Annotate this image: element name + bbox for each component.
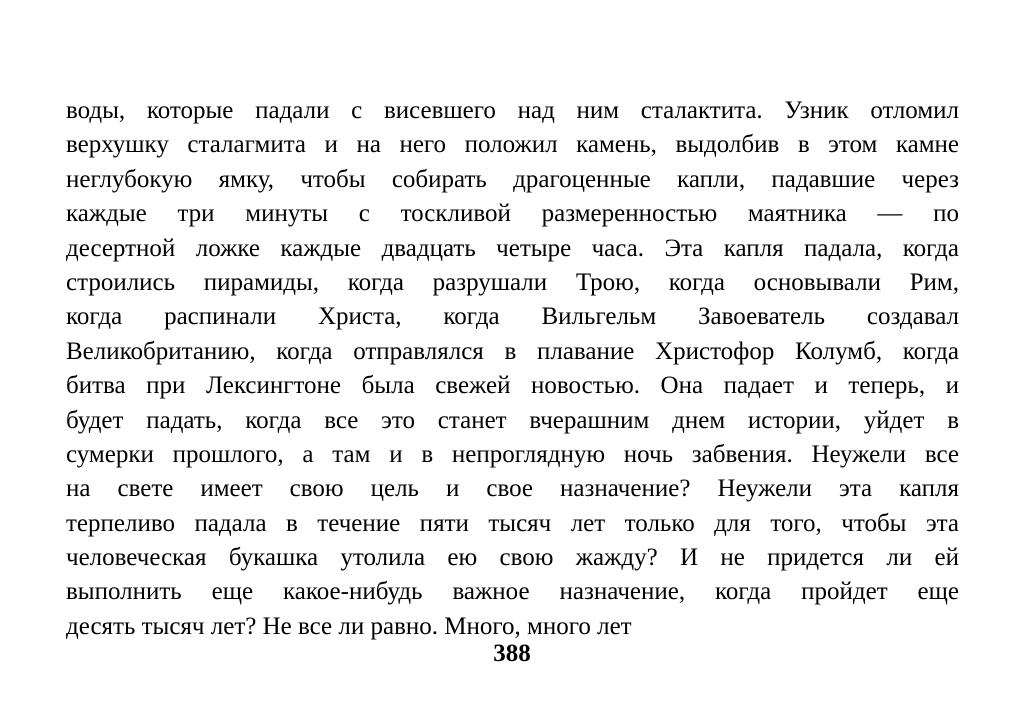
text-line: Великобританию, когда отправлялся в плавание Христофор Колумб, когда <box>66 337 959 365</box>
text-line: терпеливо падала в течение пяти тысяч лет только для того, чтобы эта <box>66 509 959 537</box>
page-number: 388 <box>493 640 531 667</box>
text-line: строились пирамиды, когда разрушали Трою, когда основывали Рим, <box>66 268 959 296</box>
text-line: выполнить еще какое-нибудь важное назначение, когда пройдет еще <box>66 578 959 606</box>
text-line: верхушку сталагмита и на него положил камень, выдолбив в этом камне <box>66 131 959 159</box>
text-line: битва при Лексингтоне была свежей новостью. Она падает и теперь, и <box>66 372 959 400</box>
text-line: когда распинали Христа, когда Вильгельм Завоеватель создавал <box>66 303 959 331</box>
text-line: воды, которые падали с висевшего над ним сталактита. Узник отломил <box>66 97 959 124</box>
body-text <box>66 94 959 644</box>
text-line: человеческая букашка утолила ею свою жажду? И не придется ли ей <box>66 544 959 572</box>
text-line-last: десять тысяч лет? Не все ли равно. Много, много лет <box>66 612 632 640</box>
text-line: на свете имеет свою цель и свое назначение? Неужели эта капля <box>66 475 959 503</box>
text-line: каждые три минуты с тоскливой размеренностью маятника — по <box>66 200 959 228</box>
text-line: будет падать, когда все это станет вчерашним днем истории, уйдет в <box>66 406 959 434</box>
text-line: десертной ложке каждые двадцать четыре часа. Эта капля падала, когда <box>66 234 959 262</box>
text-line: сумерки прошлого, а там и в непроглядную ночь забвения. Неужели все <box>66 440 959 468</box>
text-line: неглубокую ямку, чтобы собирать драгоценные капли, падавшие через <box>66 165 959 193</box>
